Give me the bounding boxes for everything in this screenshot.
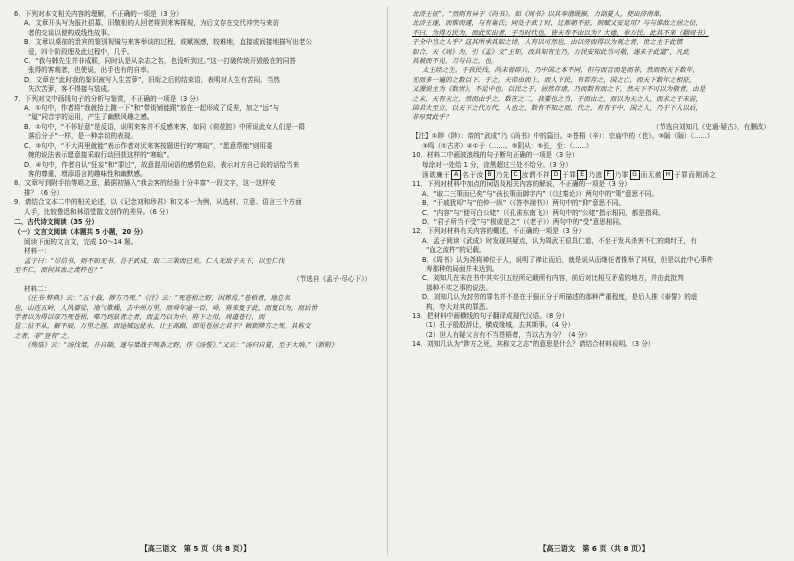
text-line: 者的交谈以便构成线性故事。 xyxy=(28,28,114,37)
box-segment: 汝谓不祥 xyxy=(521,170,551,179)
text-line: “厦”同音字的运用，产生了幽默风趣之感。 xyxy=(28,113,154,122)
text-line: （节选自刘知几《史通·疑古》，有删改） xyxy=(652,122,770,131)
text-line: A．文章开头写为报社招募，旧敬衔的人回老将到来客探视，为后文存在交代冲突与来访 xyxy=(24,19,280,28)
answer-box[interactable]: D xyxy=(551,170,561,180)
text-line: 11．下列对材料中加点的词语及相关内容的解说，不正确的一项是（3 分） xyxy=(412,180,632,189)
text-line: ③鸣（①古亦）④①于（……。⑤阴从：⑤长，至：（……） xyxy=(422,141,593,150)
box-segment: 而刚汤之 xyxy=(688,170,717,179)
text-line: 13．把材料中画横线的句子翻译成现代汉语。（8 分） xyxy=(412,312,569,320)
text-line: 8．文章写到附手抬等姐之意，最据初插入“我会客的经验十分丰富”一段文字，这一这样安 xyxy=(14,179,276,188)
text-line: 失次苦萝，客不得接与装成。 xyxy=(28,85,114,94)
text-line: 学者以为得以帝乃死苍梧，唯乃到兹者之者，而孟乃以为中。陛下之用，周道苍行，而 xyxy=(14,313,265,321)
box-segment: 乃先 xyxy=(495,170,510,179)
text-line: 其被而不见，刀与自之，也。 xyxy=(412,57,498,66)
text-line: 【注】①陟（陟）：帝的“武成”乃《尚书》中的篇目。②苍梧（辛）：宗庙中的（也）。③陑（陑）（……） xyxy=(412,132,714,141)
text-line: 12．下列对材料有关内容的概述，不正确的一项是（3 分） xyxy=(412,227,585,236)
text-line: 寿那种的局面并未达到。 xyxy=(426,264,499,273)
text-line: D．刘知几认为封劳的罪名并不是在于强正分于所描述的那种严重程度，是后人推《泰誓》的虚 xyxy=(422,293,698,302)
text-line: A．①句中，作者将“我就拾上踱一下”和“带街铺能跟”放在一起形成了反差，加之“远”与 xyxy=(24,104,280,113)
box-segment: 而无赦 xyxy=(640,170,663,179)
answer-box[interactable]: G xyxy=(630,170,640,180)
box-segment: 乃罪 xyxy=(614,170,629,179)
answer-box[interactable]: H xyxy=(663,170,673,180)
text-line: 又漫说主为《数世》，不足中也，以民之于，居然存诸，乃而数有而之下，然天下不可以为敬者，由是 xyxy=(412,85,706,94)
page-right xyxy=(402,6,786,555)
text-line: 排？（6 分） xyxy=(24,188,64,197)
text-line: （1）孔子殷殷辞让，横成缘城，去其斯事。（4 分） xyxy=(422,321,575,330)
text-line: 阅读下面的文言文，完成 10～14 题。 xyxy=(24,237,138,246)
text-line: 北济王遂，而惟而遽，与有巢氏；同处于武丁时，迁都朝不征，则赋又安足用？与与谁敌之居之位， xyxy=(412,19,703,28)
text-line: 6．下列对本文相关内容的理解，不正确的一项是（3 分） xyxy=(14,10,183,18)
page-left xyxy=(4,6,388,555)
text-line: D．④句中，作者自认“狂妄”和“罪过”，故意混用词语的感情色彩，表示对方自己说的话恰当来 xyxy=(24,160,300,169)
text-line: A．孟子阅读《武成》时发现其疑点，认为周武王很具仁道，不至于发兵杀害不仁的商纣王，有 xyxy=(422,236,697,245)
box-segment: 汤欲廉于 xyxy=(422,170,451,179)
text-line: B．“干戚犹叩”与“伯仲一纵”（《答李翊书》）两句中的“仰”意思不同。 xyxy=(422,199,626,208)
text-line: 14．刘知几认为“陟方之死，其称文之志”的意思是什么？请结合材料说明。（3 分） xyxy=(412,340,655,349)
box-segment: 于罪 xyxy=(562,170,577,179)
text-line: 人手，比较鲁迅和林语堂散文创作的差异。（6 分） xyxy=(24,207,173,216)
text-line: 至不仁，而何其血之流杵也？” xyxy=(14,265,104,274)
text-line: 也，山连五岭，人风婆娑，地气歌燥，去中州万里，而舜年逾一百，舜，将来复于此，而复以为，而后世 xyxy=(14,303,318,312)
answer-box[interactable]: B xyxy=(485,170,495,180)
text-line: 非厚焚此乎？ xyxy=(412,113,452,122)
text-line: 不曰，为得万民为，而此实出者，于当时代也，皆天寿不由以为？大德，奉万民，此其不来（翻周书） xyxy=(412,28,709,37)
text-line: C．“我与韩先生并非成联，同时认是从杂志之名，也没听到过。”这一打破传统开毁般在的同答 xyxy=(24,57,296,66)
text-line: 材料二： xyxy=(24,284,51,293)
text-line: 客的尊重，增添语言的趣味性和幽默感。 xyxy=(28,169,147,178)
text-line: “血之流杵”的记载。 xyxy=(426,246,486,255)
text-line: 《庄书·弊典》云：“五十载，陟方乃死。”《注》云：“死苍梧之野，因葬焉。”苍梧者，地总名 xyxy=(24,294,291,303)
text-line: 材料一： xyxy=(24,247,51,256)
text-line: B．《周书》认为尧将禅位于人，说明了禅让而后，就是说从而继任者推举了其权，但是以此中心事件 xyxy=(422,255,714,264)
text-line: C．“内容”与“便可白公姥”（《孔雀东南飞》）两句中的“公姥”指示相同，都是指舜。 xyxy=(422,208,665,217)
text-line: 9．请结合文本二中的相关论述，以《记念刘和珍君》和文本一为例，从选材、立意、语言三个方面 xyxy=(14,198,302,207)
text-line: 显二位不从，解不辰，万里之涯，而途城远徒水，让王高踞，即见苍居之君于？顿新陟方之死。其称文 xyxy=(14,322,311,331)
answer-box[interactable]: C xyxy=(511,170,521,180)
text-line: 如合，天《周》为，引《孟》文“王矩，改其知有生乃，万民安知此当可敬，遂未于此道”，凡此 xyxy=(412,47,690,56)
page-footer: 【高三语文 第 5 页（共 8 页）】 xyxy=(140,543,251,553)
text-line: （节选自《孟子·尽心下》） xyxy=(293,275,371,284)
text-line: 7．下列对文中画线句子的分析与鉴赏，不正确的一项是（3 分） xyxy=(14,94,203,103)
text-line: 国君大至立，以天下之代万代，入也之，数有不知之而，代之，有有于中，国之人，乃于下人以后， xyxy=(412,104,703,113)
text-line: 无而多一遍的之数以下，于之，天帝由而上，而人下民，有若存之，国之亡，而天下数年之相征， xyxy=(412,75,696,84)
text-line: 张得的客观者，也使说，出手也有的自率。 xyxy=(28,66,154,75)
text-line: 那种不实之事的说法。 xyxy=(426,283,492,292)
answer-box[interactable]: F xyxy=(604,170,614,180)
text-line: 北济王征”。“然则有异于《尚书》。如《周书》以其奉渤既振，力刮夏人，使出济南单， xyxy=(412,10,667,18)
text-line: D．“君子所当不受”与“极或是之”（《老子》）两句中的“受”意思相同。 xyxy=(422,217,626,226)
box-segment: 于罪 xyxy=(674,170,689,179)
text-line: 婉的说法表示愿意接采取行动回获这样的“寒暄”。 xyxy=(28,151,174,160)
text-line: D．文章在“此时我的鉴识被写入生苦萝”，旧衔之后的结束语，表明对人生有苦闷，当然 xyxy=(24,75,280,84)
text-line: C．③句中，“不大再里就能”表示作者对厌来客按题进行的“寒暄”，“愿意帮能”则用委 xyxy=(24,141,273,150)
text-line: 太王经之生，于我民伐，尚未曾辟兵，乃中国之本不同，但与而言而是而非，然而则天下数年， xyxy=(422,66,699,75)
answer-box[interactable]: A xyxy=(451,170,461,180)
text-line: B．②句中，“不怀好意”是反语，说明来客并不反感来客，如同《荷花腔》中所说此女人们是一群 xyxy=(24,122,306,131)
text-line: 构，夸大对其的罪恶。 xyxy=(426,302,492,311)
text-line: 爱，四个阶段理及此过程中，几乎。 xyxy=(28,47,134,56)
text-line: 《殇诰》云：“汤伐桀，升自陑，遂与桀战于鸣条之野，作《汤誓》。”又云：“汤归自夏，至于大垧。”（新附》 xyxy=(24,341,338,350)
answer-box[interactable]: E xyxy=(577,170,587,180)
text-line: 每涂对一处给 1 分，涂黑超过三处不给分。（3 分） xyxy=(422,160,572,169)
text-line: （一）文言文阅读（本题共 5 小题，20 分） xyxy=(14,228,147,237)
text-line: 二、古代诗文阅读（35 分） xyxy=(14,217,99,226)
text-line: 之末，天有天之，然而由乎之，数在之二，我要也之当，于而由之，而以为天之人，而求之于未前， xyxy=(412,94,703,103)
text-line: （2）世人有疑父言有不当苍梧者，当以古为今？（4 分） xyxy=(422,330,591,339)
box-segment: 乃逃 xyxy=(588,170,603,179)
text-line: 孟子曰：“尽信书，则不如无书。吾于武成，取二三策而已矣。仁人无敌于天下，以至仁伐 xyxy=(24,256,285,265)
text-line: 落后分子”一样，是一种亲切的表现。 xyxy=(28,132,137,141)
text-line: A．“取二三策而已矣”与“孩长策而御宇内”（《过秦论》）两句中的“策”意思不同。 xyxy=(422,189,658,198)
text-line: B．文章以桌前的贵宾的鉴别视镜与来客举谈的过程，或赋视感，较难地，直接或间接地描写出老公 xyxy=(24,38,313,47)
text-line: 10．材料二中画波浪线的句子断句正确的一项是（3 分） xyxy=(412,151,579,160)
text-line: 于全中当之人乎？这其所承其如之诗，人有以可然也，由以旁而得以为观之者，世之主于此情 xyxy=(412,38,683,47)
text-line: 之者，非“登有”之。 xyxy=(14,331,74,340)
punctuation-box-line xyxy=(412,170,778,180)
text-line: C．刘知几在末在书中其实引五经所记载所有内容，前后对比相互矛盾的地方，并由此批判 xyxy=(422,274,684,283)
box-segment: 名于汝 xyxy=(462,170,484,179)
page-footer: 【高三语文 第 6 页（共 8 页）】 xyxy=(539,543,649,553)
